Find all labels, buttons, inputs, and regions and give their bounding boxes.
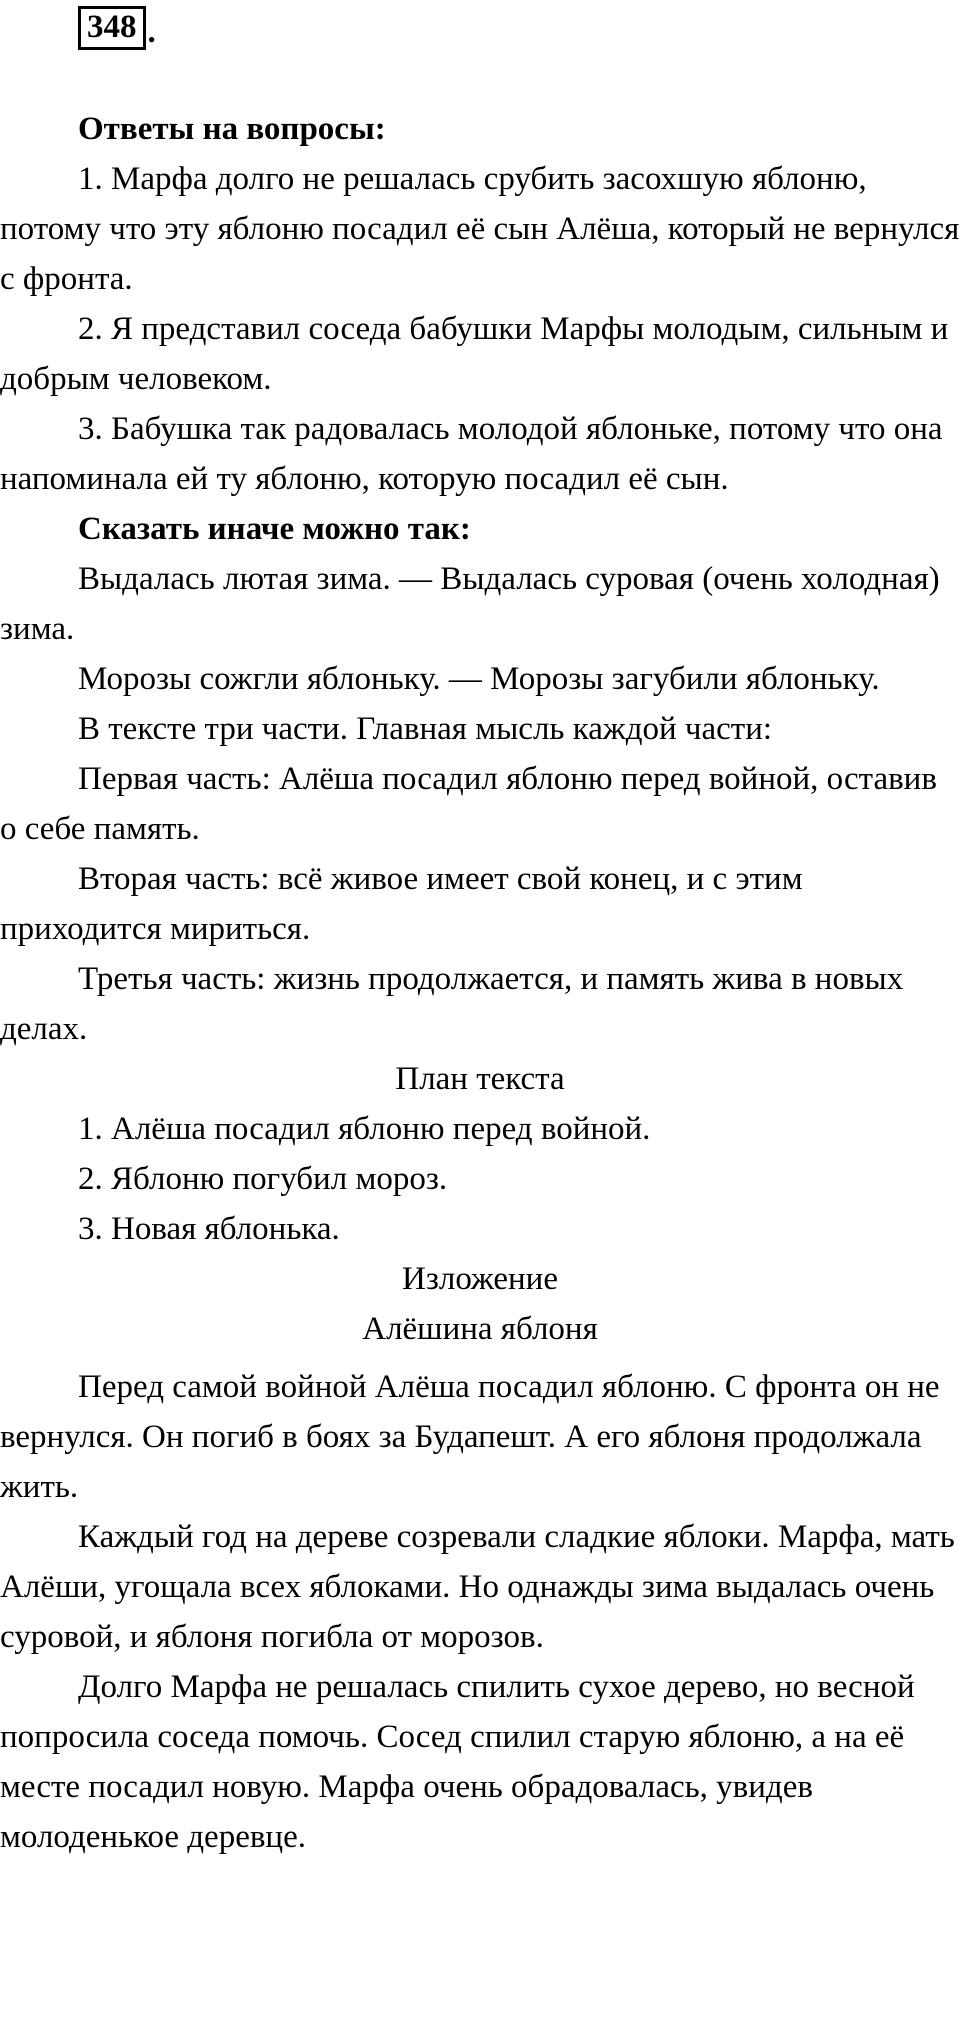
answer-item: 3. Бабушка так радовалась молодой яблоньке, потому что она напоминала ей ту яблоню, которую посадил её сын. (0, 411, 943, 497)
essay-paragraph: Каждый год на дереве созревали сладкие яблоки. Марфа, мать Алёши, угощала всех яблоками. Но однажды зима выдалась очень суровой, и яблоня погибла от морозов. (0, 1519, 955, 1655)
answer-item: 2. Я представил соседа бабушки Марфы молодым, сильным и добрым человеком. (0, 311, 949, 397)
document-body (0, 104, 960, 1862)
plan-title: План текста (395, 1061, 565, 1097)
essay-label: Изложение (402, 1261, 558, 1297)
plan-item: 2. Яблоню погубил мороз. (78, 1161, 448, 1197)
plan-item: 3. Новая яблонька. (78, 1211, 340, 1247)
rephrase-item: Выдалась лютая зима. — Выдалась суровая (очень холодная) зима. (0, 561, 940, 647)
rephrase-heading: Сказать иначе можно так: (78, 511, 471, 547)
essay-paragraph: Перед самой войной Алёша посадил яблоню. С фронта он не вернулся. Он погиб в боях за Будапешт. А его яблоня продолжала жить. (0, 1369, 940, 1505)
answers-heading: Ответы на вопросы: (78, 111, 386, 147)
part-item: Вторая часть: всё живое имеет свой конец, и с этим приходится мириться. (0, 861, 803, 947)
essay-title: Алёшина яблоня (362, 1311, 598, 1347)
part-item: Третья часть: жизнь продолжается, и память жива в новых делах. (0, 961, 904, 1047)
rephrase-item: Морозы сожгли яблоньку. — Морозы загубили яблоньку. (78, 661, 880, 697)
plan-item: 1. Алёша посадил яблоню перед войной. (78, 1111, 651, 1147)
task-number: 348 (78, 6, 146, 50)
answer-item: 1. Марфа долго не решалась срубить засохшую яблоню, потому что эту яблоню посадил её сын Алёша, который не вернулся с фронта. (0, 161, 960, 297)
task-number-dot: . (147, 14, 156, 50)
part-item: Первая часть: Алёша посадил яблоню перед войной, оставив о себе память. (0, 761, 937, 847)
essay-paragraph: Долго Марфа не решалась спилить сухое дерево, но весной попросила соседа помочь. Сосед спилил старую яблоню, а на её месте посадил новую. Марфа очень обрадовалась, увидев молоденькое деревце. (0, 1669, 915, 1855)
essay-text (0, 1362, 960, 1862)
parts-intro: В тексте три части. Главная мысль каждой части: (78, 711, 773, 747)
task-number-block (78, 6, 156, 50)
